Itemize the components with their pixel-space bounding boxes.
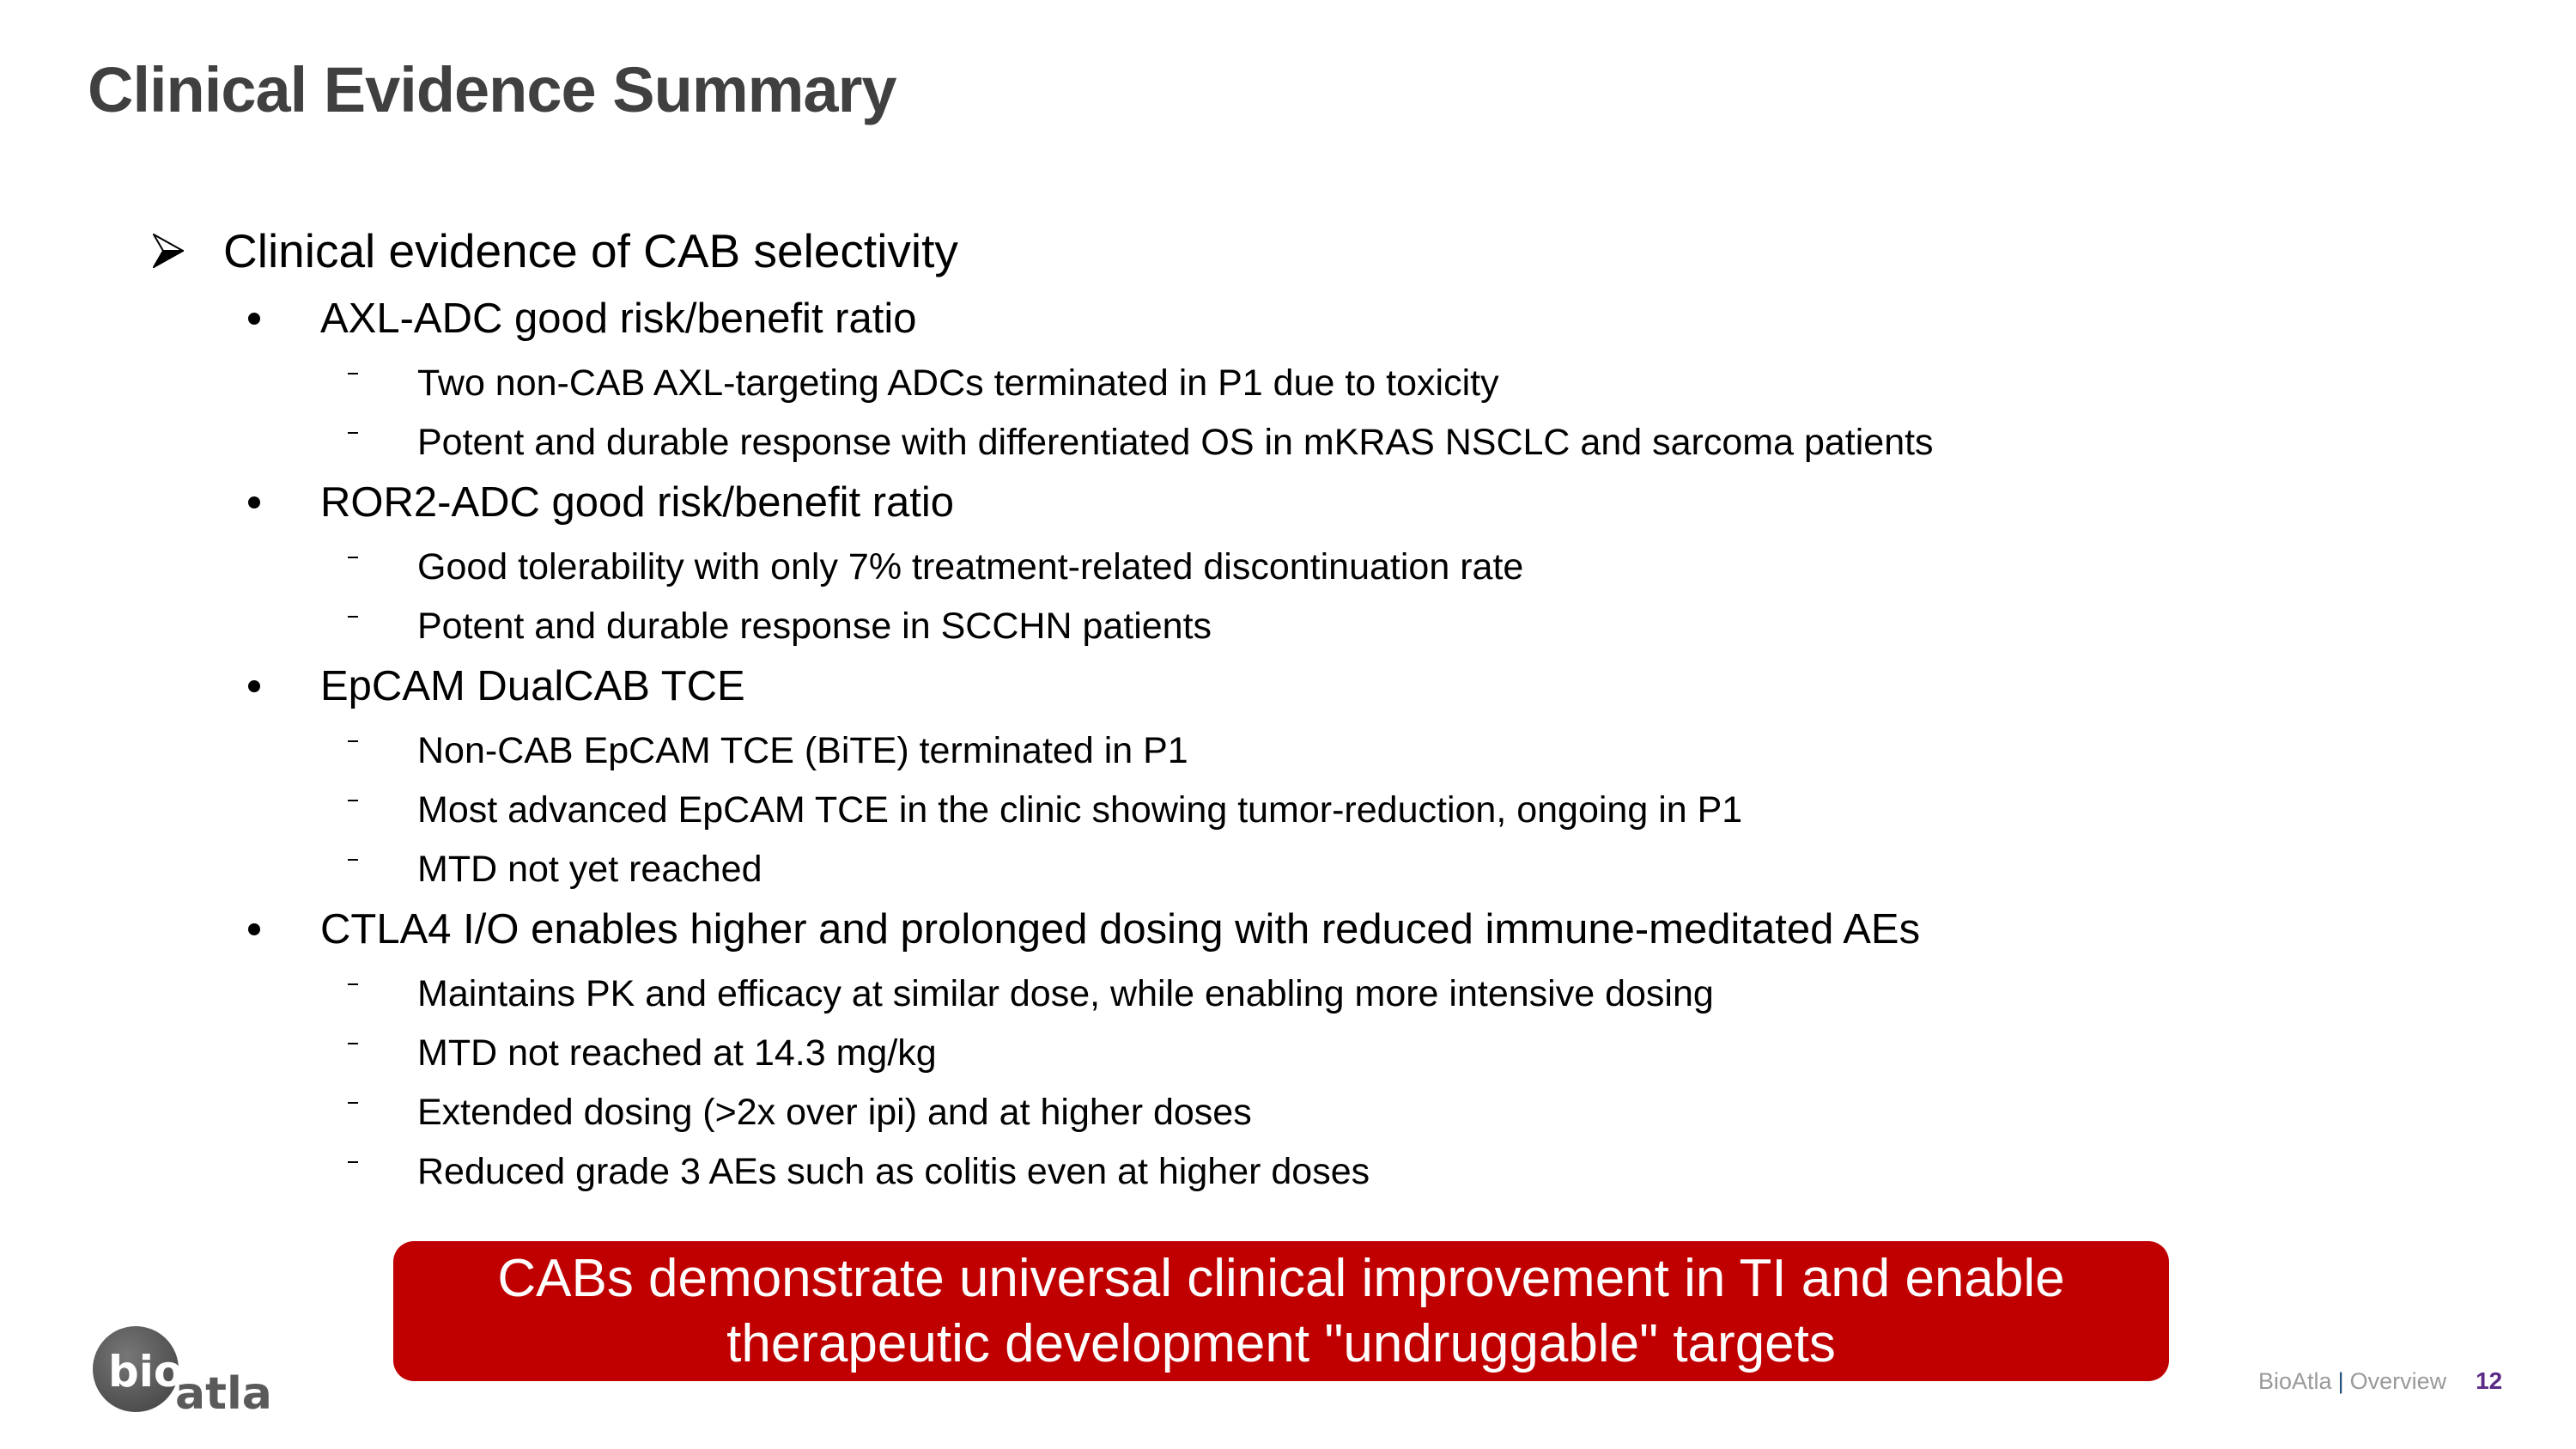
dash-bullet-icon (346, 602, 360, 650)
list-item: MTD not reached at 14.3 mg/kg (417, 1032, 937, 1074)
logo-atla-text: atla (175, 1368, 272, 1420)
list-item: Non-CAB EpCAM TCE (BiTE) terminated in P1 (417, 729, 1188, 771)
footer-company: BioAtla (2258, 1367, 2332, 1394)
list-item: MTD not yet reached (417, 848, 762, 890)
section-axl-adc: AXL-ADC good risk/benefit ratio (320, 295, 917, 342)
footer-separator: | (2337, 1367, 2344, 1394)
bioatla-logo (93, 1324, 282, 1421)
dash-bullet-icon (346, 418, 360, 466)
heading-clinical-evidence: Clinical evidence of CAB selectivity (223, 224, 958, 277)
logo-bio-text: bio (108, 1347, 184, 1397)
list-item: Potent and durable response with differentiated OS in mKRAS NSCLC and sarcoma patients (417, 421, 1934, 463)
section-ror2-adc: ROR2-ADC good risk/benefit ratio (320, 479, 955, 526)
dash-bullet-icon (346, 359, 360, 407)
slide-footer (2258, 1367, 2502, 1395)
conclusion-callout (393, 1241, 2169, 1381)
list-item: Two non-CAB AXL-targeting ADCs terminated in P1 due to toxicity (417, 362, 1499, 404)
dash-bullet-icon (346, 543, 360, 591)
dash-bullet-icon (346, 1088, 360, 1136)
list-item: Maintains PK and efficacy at similar dose, while enabling more intensive dosing (417, 972, 1714, 1014)
list-item: Extended dosing (>2x over ipi) and at higher doses (417, 1091, 1252, 1133)
dash-bullet-icon (346, 1029, 360, 1077)
dash-bullet-icon (346, 845, 360, 893)
bullet-icon (246, 902, 263, 957)
slide-title: Clinical Evidence Summary (88, 54, 896, 125)
footer-section: Overview (2349, 1367, 2447, 1394)
dash-bullet-icon (346, 786, 360, 834)
list-item: Good tolerability with only 7% treatment-related discontinuation rate (417, 545, 1524, 588)
bullet-icon (246, 659, 263, 714)
page-number: 12 (2476, 1367, 2503, 1394)
dash-bullet-icon (346, 727, 360, 775)
bullet-icon (246, 475, 263, 530)
section-ctla4: CTLA4 I/O enables higher and prolonged dosing with reduced immune-meditated AEs (320, 906, 1921, 953)
list-item: Reduced grade 3 AEs such as colitis even at higher doses (417, 1150, 1370, 1192)
bullet-icon (246, 291, 263, 346)
dash-bullet-icon (346, 1148, 360, 1196)
list-item: Most advanced EpCAM TCE in the clinic showing tumor-reduction, ongoing in P1 (417, 788, 1743, 831)
list-item: Potent and durable response in SCCHN patients (417, 605, 1212, 647)
callout-line-2: therapeutic development "undruggable" targets (726, 1313, 1836, 1373)
callout-line-1: CABs demonstrate universal clinical improvement in TI and enable (497, 1248, 2065, 1308)
section-epcam: EpCAM DualCAB TCE (320, 663, 745, 709)
arrow-bullet-icon (151, 221, 185, 281)
dash-bullet-icon (346, 970, 360, 1018)
